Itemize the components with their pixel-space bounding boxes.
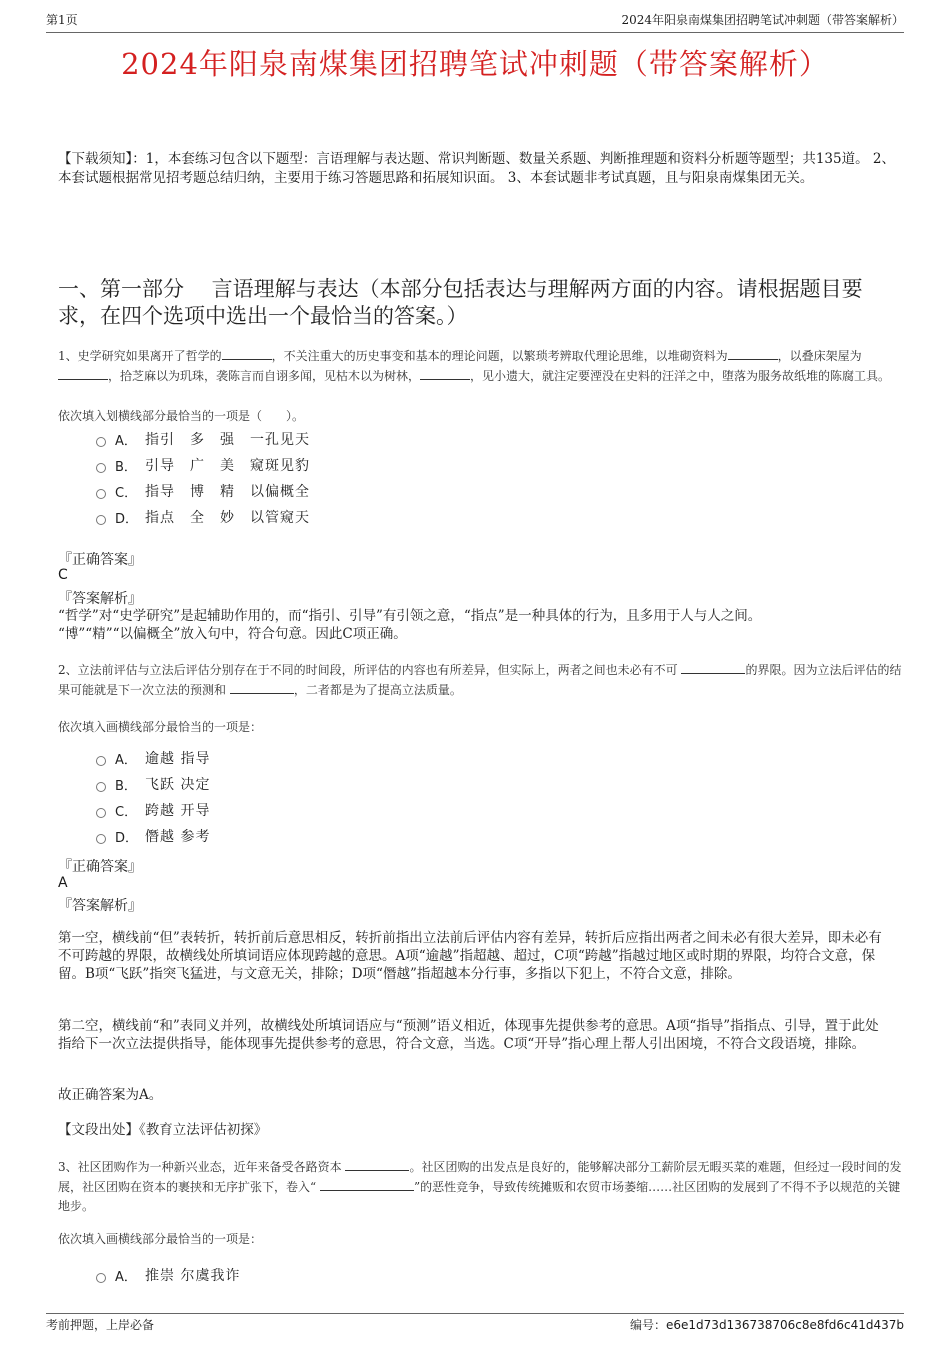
download-notice: 【下载须知】：1，本套练习包含以下题型：言语理解与表达题、常识判断题、数量关系题、判断推理题和资料分析题等题型；共135道。 2、本套试题根据常见招考题总结归纳，主要用于练习答题思路和拓展知识面。 3、本套试题非考试真题，且与阳泉南煤集团无关。: [58, 151, 895, 186]
radio-icon[interactable]: [96, 756, 106, 766]
question-2-prompt: 依次填入画横线部分最恰当的一项是：: [58, 720, 263, 734]
blank: [345, 1157, 409, 1171]
analysis-conclusion: 故正确答案为A。: [58, 1087, 163, 1103]
blank: [681, 660, 745, 674]
analysis-label: 『答案解析』: [58, 591, 142, 607]
question-1-stem: 1、史学研究如果离开了哲学的 ，不关注重大的历史事变和基本的理论问题，以繁琐考辨取代理论思维，以堆砌资料为 ，以叠床架屋为，拾芝麻以为玑珠，袭陈言而自诩多闻，见枯木以为树林， ，见小遗大，就注定要湮没在史料的汪洋之中，堕落为服务故纸堆的陈腐工具。: [58, 346, 903, 386]
option-a[interactable]: A． 推崇 尔虞我诈: [96, 1262, 240, 1288]
option-a[interactable]: A． 指引 多 强 一孔见天: [96, 426, 310, 452]
radio-icon[interactable]: [96, 437, 106, 447]
blank: [222, 346, 272, 360]
answer-label: 『正确答案』: [58, 552, 142, 568]
blank: [58, 366, 108, 380]
question-3-stem: 3、社区团购作为一种新兴业态，近年来备受各路资本 。社区团购的出发点是良好的，能够解决部分工薪阶层无暇买菜的难题，但经过一段时间的发展，社区团购在资本的裹挟和无序扩张下，卷入“ ”的恶性竞争，导致传统摊贩和农贸市场萎缩……社区团购的发展到了不得不予以规范的关键地步。: [58, 1157, 903, 1216]
section-heading: 一、第一部分 言语理解与表达（本部分包括表达与理解两方面的内容。请根据题目要求，在四个选项中选出一个最恰当的答案。）: [58, 277, 863, 328]
option-d[interactable]: D． 僭越 参考: [96, 823, 210, 849]
analysis-line-1: “哲学”对“史学研究”是起辅助作用的，而“指引、引导”有引领之意，“指点”是一种具体的行为，且多用于人与人之间。: [58, 608, 762, 624]
radio-icon[interactable]: [96, 463, 106, 473]
option-a[interactable]: A． 逾越 指导: [96, 745, 210, 771]
blank: [420, 366, 470, 380]
radio-icon[interactable]: [96, 515, 106, 525]
analysis-paragraph-1: 第一空，横线前“但”表转折，转折前后意思相反，转折前指出立法前后评估内容有差异，转折后应指出两者之间未必有很大差异，即未必有不可跨越的界限，故横线处所填词语应体现跨越的意思。A项“逾越”指超越、超过，C项“跨越”指越过地区或时期的界限，均符合文意，保留。B项“飞跃”指突飞猛进，与文意无关，排除；D项“僭越”指超越本分行事，多指以下犯上，不符合文意，排除。: [58, 930, 882, 982]
radio-icon[interactable]: [96, 782, 106, 792]
radio-icon[interactable]: [96, 808, 106, 818]
blank: [230, 680, 294, 694]
header-doc-title: 2024年阳泉南煤集团招聘笔试冲刺题（带答案解析）: [621, 13, 904, 27]
radio-icon[interactable]: [96, 834, 106, 844]
source-citation: 【文段出处】《教育立法评估初探》: [58, 1122, 268, 1138]
question-1-options: [96, 426, 310, 530]
option-c[interactable]: C． 指导 博 精 以偏概全: [96, 478, 310, 504]
blank: [320, 1177, 414, 1191]
option-b[interactable]: B． 引导 广 美 窥斑见豹: [96, 452, 310, 478]
analysis-line-2: “博”“精”“以偏概全”放入句中，符合句意。因此C项正确。: [58, 626, 407, 642]
page-number: 第1页: [46, 13, 78, 27]
analysis-label: 『答案解析』: [58, 898, 142, 914]
option-c[interactable]: C． 跨越 开导: [96, 797, 210, 823]
analysis-paragraph-2: 第二空，横线前“和”表同义并列，故横线处所填词语应与“预测”语义相近，体现事先提供参考的意思。A项“指导”指指点、引导，置于此处指给下一次立法提供指导，能体现事先提供参考的意思，符合文意，当选。C项“开导”指心理上帮人引出困境，不符合文段语境，排除。: [58, 1018, 879, 1052]
question-2-options: [96, 745, 210, 849]
page-footer: [46, 1313, 904, 1333]
radio-icon[interactable]: [96, 1273, 106, 1283]
option-d[interactable]: D． 指点 全 妙 以管窥天: [96, 504, 310, 530]
question-3-options: [96, 1262, 240, 1288]
footer-slogan: 考前押题，上岸必备: [46, 1318, 155, 1332]
correct-answer: A: [58, 875, 68, 891]
page-header: [46, 12, 904, 33]
question-3-prompt: 依次填入画横线部分最恰当的一项是：: [58, 1232, 263, 1246]
answer-label: 『正确答案』: [58, 859, 142, 875]
document-code: 编号：e6e1d73d136738706c8e8fd6c41d437b: [630, 1318, 904, 1332]
blank: [728, 346, 778, 360]
radio-icon[interactable]: [96, 489, 106, 499]
document-title: 2024年阳泉南煤集团招聘笔试冲刺题（带答案解析）: [121, 47, 829, 81]
question-2-stem: 2、立法前评估与立法后评估分别存在于不同的时间段，所评估的内容也有所差异，但实际上，两者之间也未必有不可 的界限。因为立法后评估的结果可能就是下一次立法的预测和 ，二者都是为了提高立法质量。: [58, 660, 903, 700]
option-b[interactable]: B． 飞跃 决定: [96, 771, 210, 797]
question-1-prompt: 依次填入划横线部分最恰当的一项是（ ）。: [58, 409, 305, 423]
correct-answer: C: [58, 567, 68, 583]
